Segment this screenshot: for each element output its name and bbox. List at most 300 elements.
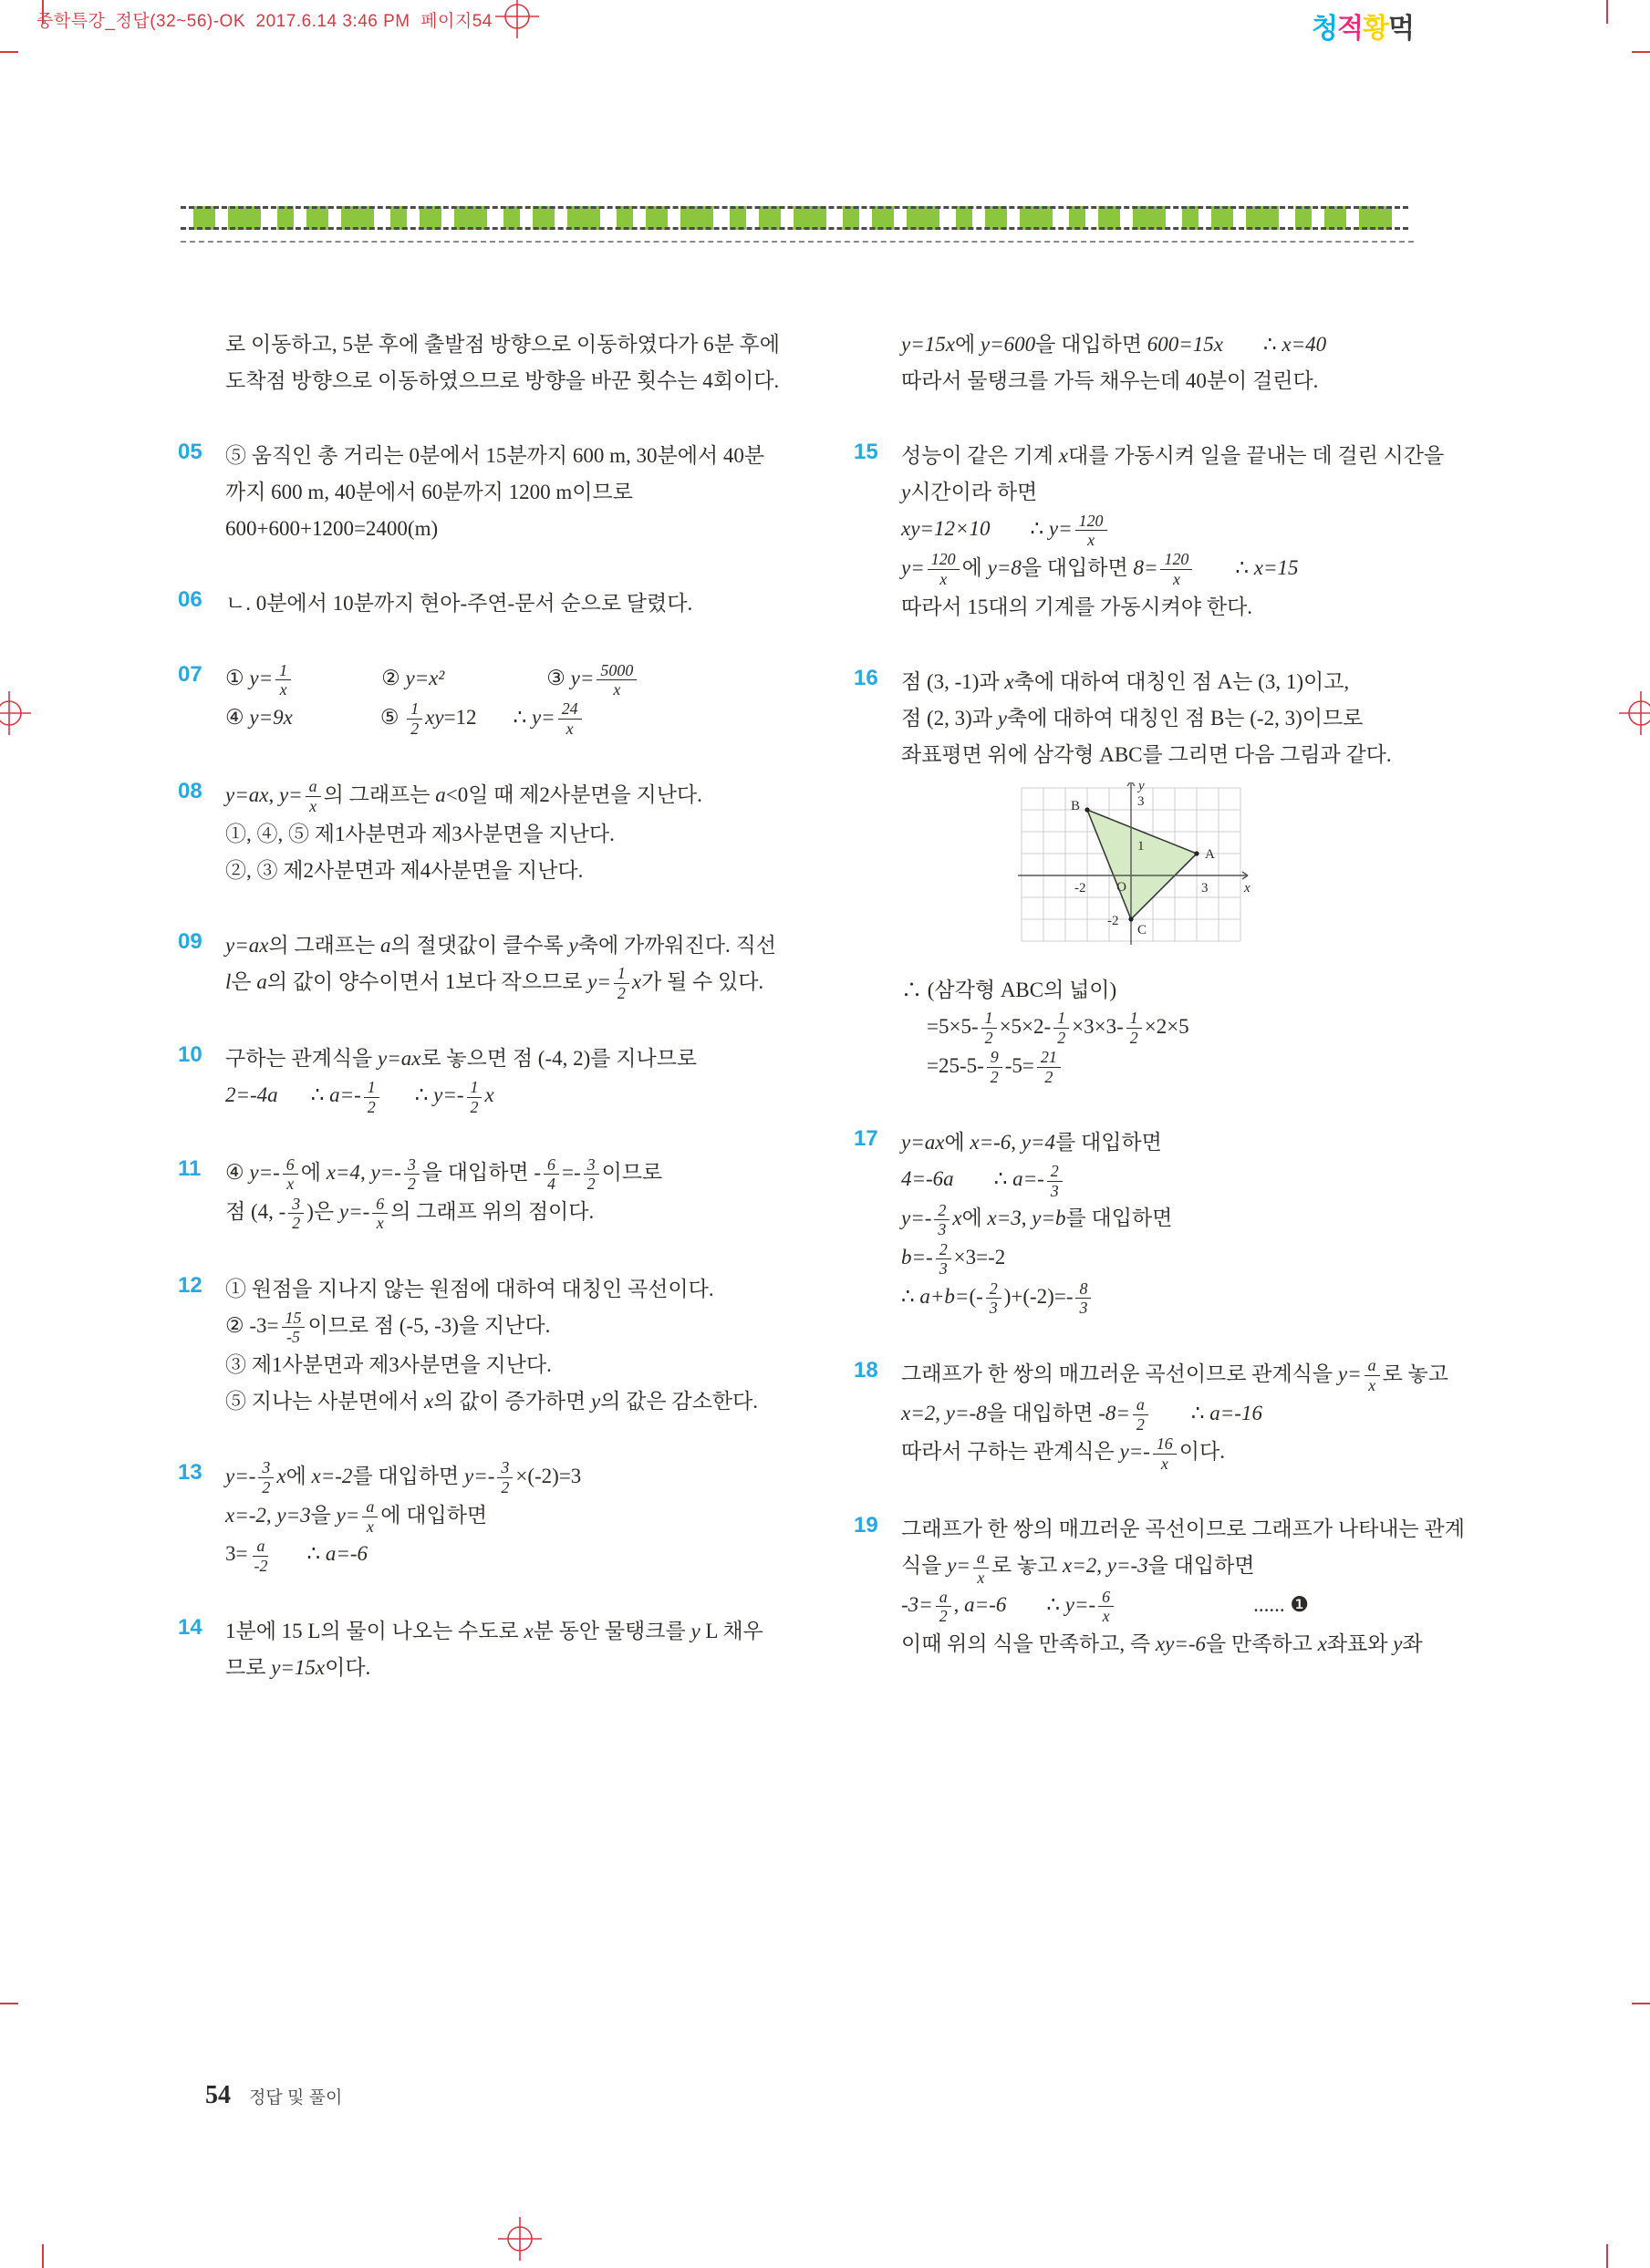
problem-number: 15 xyxy=(854,440,878,464)
text-run: =12 xyxy=(443,705,477,729)
math-expression: y=- xyxy=(338,1200,370,1224)
math-expression: y=- xyxy=(901,1206,932,1230)
fraction xyxy=(1053,1009,1069,1047)
text-run: 점 (2, 3)과 xyxy=(901,706,998,730)
solution-line xyxy=(225,1383,838,1420)
problem-number: 09 xyxy=(178,928,202,954)
print-registration-header: 중학특강_정답(32~56)-OK 2017.6.14 3:46 PM 페이지54 xyxy=(36,12,493,31)
text-run: 의 그래프는 xyxy=(268,933,381,957)
text-run: ∴ xyxy=(1262,333,1282,356)
fraction-denominator: x xyxy=(309,796,317,815)
text-run: , xyxy=(1011,1131,1022,1155)
solution-line xyxy=(225,326,838,363)
fraction-denominator: x xyxy=(286,1175,295,1194)
fraction-numerator: 2 xyxy=(936,1240,951,1260)
crop-mark-bottom-right-horizontal xyxy=(1632,2003,1650,2004)
text-run: 은 xyxy=(231,969,257,993)
spacer xyxy=(990,534,1030,535)
math-expression: y= xyxy=(1337,1362,1362,1385)
fraction-numerator: 6 xyxy=(544,1155,559,1175)
problem-number: 11 xyxy=(178,1156,202,1182)
math-expression: a+b= xyxy=(919,1284,970,1308)
fraction-numerator: 120 xyxy=(928,550,960,570)
solutions-left-column xyxy=(178,326,838,1724)
solution-item-12 xyxy=(178,1271,838,1420)
math-expression: y xyxy=(690,1620,700,1643)
problem-number: 16 xyxy=(854,665,878,690)
spacer xyxy=(901,1032,927,1033)
math-expression: xy xyxy=(425,705,444,729)
math-expression: y=3 xyxy=(276,1503,311,1527)
text-run: 시간이라 하면 xyxy=(910,481,1038,503)
text-run: ① xyxy=(225,667,250,689)
text-run: , xyxy=(953,1593,965,1617)
fraction-numerator: 6 xyxy=(1098,1588,1114,1608)
math-expression: l xyxy=(225,969,232,993)
registration-crosshair-left-middle xyxy=(0,691,31,735)
logo-char: 청 xyxy=(1312,14,1337,44)
triangle-abc-graph xyxy=(1009,782,1253,959)
solution-item-18 xyxy=(854,1356,1521,1474)
text-run: 를 대입하면 xyxy=(1065,1206,1173,1230)
fraction-numerator: a xyxy=(1133,1395,1148,1415)
text-run: ①, ④, ⑤ 제1사분면과 제3사분면을 지난다. xyxy=(225,822,615,845)
math-expression: x xyxy=(424,1389,434,1413)
fraction-numerator: 1 xyxy=(467,1078,483,1098)
tape-dashed-underline xyxy=(181,241,1414,243)
fraction-numerator: 3 xyxy=(497,1458,513,1478)
solution-line xyxy=(225,964,838,1003)
solution-item-11 xyxy=(178,1155,838,1233)
math-expression: y= xyxy=(587,969,611,993)
registration-crosshair-bottom-center xyxy=(498,2217,542,2261)
solution-line xyxy=(225,1194,838,1233)
fraction-numerator: a xyxy=(1365,1356,1380,1376)
math-expression: y=- xyxy=(249,1161,280,1185)
text-run: 에 xyxy=(944,1131,970,1155)
math-expression: a=- xyxy=(1012,1167,1044,1191)
math-expression: 2=-4a xyxy=(225,1083,278,1107)
text-run: 의 절댓값이 클수록 xyxy=(390,933,569,957)
fraction xyxy=(614,964,629,1002)
text-run: , xyxy=(359,1161,371,1185)
math-expression: a=-6 xyxy=(325,1542,368,1566)
crop-mark-bottom-left-horizontal xyxy=(0,2003,18,2004)
math-expression: -3= xyxy=(901,1593,933,1617)
fraction-numerator: 120 xyxy=(1160,550,1192,570)
math-expression: a=- xyxy=(329,1083,361,1107)
solution-line xyxy=(901,737,1521,773)
svg-text:1: 1 xyxy=(1137,838,1145,854)
math-expression: x=40 xyxy=(1282,333,1327,356)
math-expression: 600=15x xyxy=(1147,333,1223,356)
solution-line xyxy=(901,1161,1521,1200)
text-run: ∴ xyxy=(1190,1401,1210,1424)
math-expression: y=- xyxy=(464,1464,495,1487)
problem-number: 14 xyxy=(178,1615,202,1641)
fraction xyxy=(1133,1395,1148,1434)
text-run: ③ 제1사분면과 제3사분면을 지난다. xyxy=(225,1352,552,1376)
solution-item-16 xyxy=(854,664,1521,1087)
problem-number: 18 xyxy=(854,1357,878,1383)
text-run: ∴ xyxy=(1046,1593,1065,1617)
math-expression: x=-6 xyxy=(970,1131,1012,1155)
math-expression: xy=-6 xyxy=(1155,1631,1207,1655)
fraction xyxy=(275,661,291,699)
text-run: ① 원점을 지나지 않는 원점에 대하여 대칭인 곡선이다. xyxy=(225,1277,714,1300)
fraction-denominator: 3 xyxy=(989,1299,998,1318)
fraction-numerator: a xyxy=(306,777,321,797)
fraction-numerator: 3 xyxy=(404,1155,420,1175)
solution-item-15 xyxy=(854,438,1521,626)
fraction-denominator: x xyxy=(613,680,621,699)
fraction-numerator: 5000 xyxy=(597,661,637,681)
crop-mark-top-right-horizontal xyxy=(1632,51,1650,53)
text-run: 까지 600 m, 40분에서 60분까지 1200 m이므로 xyxy=(225,481,633,503)
spacer xyxy=(1006,1610,1046,1611)
solution-line xyxy=(225,1347,838,1383)
math-expression: y= xyxy=(278,782,303,806)
problem-number: 06 xyxy=(178,587,202,612)
solution-line xyxy=(225,1308,838,1347)
fraction-numerator: 120 xyxy=(1075,512,1107,532)
text-run: 을 만족하고 xyxy=(1206,1631,1318,1655)
fraction xyxy=(372,1195,388,1233)
problem-number: 10 xyxy=(178,1042,202,1068)
fraction-denominator: 3 xyxy=(1079,1299,1088,1318)
text-run: 을 대입하면 - xyxy=(421,1161,542,1185)
fraction-denominator: x xyxy=(1087,531,1095,550)
solution-line xyxy=(901,474,1521,511)
spacer xyxy=(274,1559,306,1560)
solution-line xyxy=(225,1613,838,1650)
fraction-denominator: 2 xyxy=(984,1028,993,1047)
spacer xyxy=(954,1185,994,1186)
math-expression: y= xyxy=(901,555,925,579)
fraction-denominator: x xyxy=(1160,1454,1168,1473)
problem-number: 05 xyxy=(178,440,202,464)
text-run: ⑤ 지나는 사분면에서 xyxy=(225,1389,424,1413)
text-run: 축에 가까워진다. 직선 xyxy=(577,933,776,957)
text-run: ㄴ. 0분에서 10분까지 현아-주연-문서 순으로 달렸다. xyxy=(225,592,693,615)
text-run: 식을 xyxy=(901,1554,948,1578)
text-run: 그래프가 한 쌍의 매끄러운 곡선이므로 그래프가 나타내는 관계 xyxy=(901,1517,1465,1541)
math-expression: y=ax xyxy=(378,1047,421,1071)
fraction-numerator: 6 xyxy=(283,1155,298,1175)
math-expression: y xyxy=(568,933,578,957)
text-run: 1분에 15 L의 물이 나오는 수도로 xyxy=(225,1620,524,1643)
text-run: ∴ xyxy=(1030,517,1049,540)
solution-line xyxy=(901,326,1521,363)
text-run: 구하는 관계식을 xyxy=(225,1047,379,1071)
fraction xyxy=(928,550,960,588)
fraction-numerator: 1 xyxy=(275,661,291,681)
fraction-denominator: -5 xyxy=(285,1328,300,1347)
text-run: 에 대입하면 xyxy=(380,1503,488,1527)
text-run: 이므로 점 (-5, -3)을 지난다. xyxy=(307,1313,551,1337)
fraction-numerator: 1 xyxy=(981,1009,997,1029)
page-number: 54 xyxy=(205,2081,231,2109)
fraction-numerator: 2 xyxy=(1047,1162,1063,1182)
math-expression: x xyxy=(1004,669,1014,693)
fraction-denominator: 4 xyxy=(547,1175,556,1194)
text-run: 므로 xyxy=(225,1656,272,1680)
fraction xyxy=(282,1309,306,1347)
fraction-numerator: 1 xyxy=(1126,1009,1142,1029)
solution-line xyxy=(225,1497,838,1537)
text-run: ②, ③ 제2사분면과 제4사분면을 지난다. xyxy=(225,858,584,882)
text-run: 좌 xyxy=(1402,1631,1423,1655)
math-expression: -8= xyxy=(1098,1401,1130,1424)
solution-line xyxy=(901,1511,1521,1548)
text-run: -5= xyxy=(1004,1053,1034,1077)
fraction xyxy=(364,1078,379,1116)
solution-line xyxy=(225,585,838,622)
solution-continuation xyxy=(901,326,1521,399)
text-run: 로 놓고 xyxy=(1382,1362,1448,1385)
spacer xyxy=(477,723,514,724)
math-expression: y=600 xyxy=(980,333,1036,356)
math-expression: x=15 xyxy=(1253,555,1299,579)
fraction-denominator: 2 xyxy=(470,1097,479,1116)
text-run: 을 대입하면 xyxy=(1021,555,1134,579)
fraction-numerator: 3 xyxy=(258,1458,274,1478)
text-run: 따라서 15대의 기계를 가동시켜야 한다. xyxy=(901,595,1253,618)
fraction-denominator: 2 xyxy=(501,1477,510,1496)
text-run: <0일 때 제2사분면을 지난다. xyxy=(445,782,702,806)
math-expression: a=-16 xyxy=(1209,1401,1262,1424)
solution-line xyxy=(225,1650,838,1686)
text-run: 로 놓고 xyxy=(991,1554,1064,1578)
math-expression: y=15x xyxy=(901,333,955,356)
spacer xyxy=(293,723,380,724)
logo-char: 황 xyxy=(1362,14,1388,44)
fraction xyxy=(306,777,321,815)
text-run: 를 대입하면 xyxy=(352,1464,465,1487)
fraction-numerator: 3 xyxy=(288,1195,304,1215)
math-expression: y= xyxy=(1048,517,1073,540)
text-run: 축에 대하여 대칭인 점 B는 (-2, 3)이므로 xyxy=(1006,706,1364,730)
solution-line xyxy=(225,474,838,511)
text-run: ④ xyxy=(225,705,250,729)
fraction-numerator: a xyxy=(936,1588,951,1608)
solution-line xyxy=(225,777,838,816)
text-run: , xyxy=(268,782,279,806)
math-expression: a xyxy=(256,969,267,993)
spacer xyxy=(382,1101,415,1102)
text-run: 따라서 물탱크를 가득 채우는데 40분이 걸린다. xyxy=(901,369,1319,392)
crop-mark-bottom-left-vertical xyxy=(42,2244,44,2268)
fraction xyxy=(1098,1588,1114,1626)
problem-number: 08 xyxy=(178,778,202,803)
solution-line xyxy=(225,816,838,853)
solution-line xyxy=(225,438,838,474)
math-expression: y xyxy=(1393,1631,1403,1655)
math-expression: x=3 xyxy=(987,1206,1022,1230)
solution-item-14 xyxy=(178,1613,838,1686)
math-expression: y=4 xyxy=(1021,1131,1056,1155)
text-run: 에 xyxy=(300,1161,327,1185)
fraction xyxy=(362,1497,378,1536)
math-expression: y=- xyxy=(433,1083,464,1107)
vertex-B xyxy=(1084,807,1089,812)
fraction xyxy=(934,1201,950,1239)
fraction xyxy=(544,1155,559,1194)
fraction-numerator: 6 xyxy=(372,1195,388,1215)
text-run: ∴ (삼각형 ABC의 넓이) xyxy=(901,978,1117,1001)
solution-line xyxy=(225,1271,838,1308)
text-run: 따라서 구하는 관계식은 xyxy=(901,1440,1120,1464)
math-expression: x xyxy=(484,1083,494,1107)
fraction xyxy=(258,1458,274,1496)
fraction xyxy=(1075,1279,1091,1318)
svg-text:3: 3 xyxy=(1201,880,1209,896)
problem-number: 13 xyxy=(178,1459,202,1485)
fraction-denominator: 2 xyxy=(1129,1028,1138,1047)
solution-line xyxy=(225,1458,838,1497)
fraction xyxy=(467,1078,483,1116)
text-run: L 채우 xyxy=(700,1620,763,1643)
fraction-numerator: 16 xyxy=(1153,1434,1177,1455)
fraction-denominator: -2 xyxy=(254,1556,268,1575)
math-expression: y=9x xyxy=(249,705,293,729)
problem-number: 07 xyxy=(178,662,202,687)
text-run: ∴ xyxy=(513,705,532,729)
fraction-denominator: x xyxy=(1368,1375,1376,1394)
math-expression: y xyxy=(997,706,1007,730)
solution-line xyxy=(225,363,838,399)
fraction xyxy=(936,1588,951,1626)
math-expression: x xyxy=(524,1620,534,1643)
fraction-denominator: 3 xyxy=(1050,1181,1059,1200)
fraction xyxy=(250,1537,271,1575)
fraction xyxy=(936,1240,951,1279)
problem-number: 17 xyxy=(854,1126,878,1152)
text-run: 을 대입하면 xyxy=(1147,1554,1255,1578)
registration-crosshair-right-middle xyxy=(1619,691,1650,735)
solution-line xyxy=(901,1200,1521,1239)
text-run: ∴ xyxy=(1235,555,1254,579)
text-run: 점 (3, -1)과 xyxy=(901,669,1005,693)
solution-line xyxy=(225,660,838,699)
text-run: =25-5- xyxy=(927,1053,984,1077)
triangle-abc xyxy=(1087,810,1197,919)
math-expression: 8= xyxy=(1133,555,1158,579)
fraction-denominator: 2 xyxy=(1136,1414,1145,1434)
math-expression: y=-3 xyxy=(1106,1554,1148,1578)
math-expression: y=ax xyxy=(225,782,269,806)
text-run: ∴ xyxy=(901,1284,920,1308)
solution-line xyxy=(225,1536,838,1575)
fraction xyxy=(1037,1048,1061,1086)
crop-mark-top-right-vertical xyxy=(1606,0,1608,24)
text-run: ∴ xyxy=(310,1083,330,1107)
text-run: 의 값은 감소한다. xyxy=(600,1389,758,1413)
math-expression: a xyxy=(380,933,391,957)
solution-item-17 xyxy=(854,1124,1521,1318)
solution-line xyxy=(901,1434,1521,1473)
fraction-numerator: 21 xyxy=(1037,1048,1061,1068)
math-expression: x xyxy=(1317,1631,1327,1655)
solution-item-08 xyxy=(178,777,838,889)
text-run: 에 xyxy=(954,333,981,356)
solution-line xyxy=(901,1626,1521,1662)
text-run: , xyxy=(265,1503,277,1527)
text-run: ×2×5 xyxy=(1144,1014,1189,1038)
text-run: 600+600+1200=2400(m) xyxy=(225,517,439,540)
text-run: , xyxy=(1096,1554,1107,1578)
solution-line xyxy=(901,1548,1521,1587)
solution-line xyxy=(901,1124,1521,1161)
math-expression: y=- xyxy=(1119,1440,1150,1464)
fraction-numerator: a xyxy=(973,1548,989,1569)
text-run: 좌표와 xyxy=(1326,1631,1394,1655)
math-expression: xy=12×10 xyxy=(901,517,991,540)
math-expression: y xyxy=(591,1389,601,1413)
fraction-denominator: x xyxy=(977,1568,985,1587)
solution-continuation xyxy=(225,326,838,399)
solution-item-06 xyxy=(178,585,838,622)
crop-mark-top-left-horizontal xyxy=(0,51,18,53)
page-footer xyxy=(205,2081,342,2110)
text-run: 가 될 수 있다. xyxy=(641,969,764,993)
fraction-numerator: 1 xyxy=(407,699,422,720)
fraction-denominator: 3 xyxy=(938,1220,947,1239)
fraction xyxy=(404,1155,420,1194)
fraction-numerator: 9 xyxy=(987,1048,1002,1068)
spacer xyxy=(294,684,381,685)
solution-item-19 xyxy=(854,1511,1521,1662)
math-expression: b=- xyxy=(901,1246,933,1269)
math-expression: y=-8 xyxy=(945,1401,987,1424)
text-run: , xyxy=(935,1401,946,1424)
svg-text:x: x xyxy=(1244,880,1250,896)
math-expression: y= xyxy=(336,1503,360,1527)
text-run: =- xyxy=(562,1161,581,1185)
math-expression: y= xyxy=(249,667,274,689)
math-expression: a=-6 xyxy=(964,1593,1007,1617)
math-expression: y=8 xyxy=(987,555,1022,579)
math-expression: x=-2 xyxy=(225,1503,266,1527)
solution-line xyxy=(901,511,1521,550)
solution-line xyxy=(225,927,838,964)
text-run: 로 놓으면 점 (-4, 2)를 지나므로 xyxy=(420,1047,698,1071)
text-run: 분 동안 물탱크를 xyxy=(533,1620,691,1643)
math-expression: x xyxy=(276,1464,286,1487)
solution-line xyxy=(901,1279,1521,1318)
text-run: ⑤ 움직인 총 거리는 0분에서 15분까지 600 m, 30분에서 40분 xyxy=(225,444,765,467)
text-run: 을 대입하면 xyxy=(986,1401,1099,1424)
fraction xyxy=(1126,1009,1142,1047)
solution-line xyxy=(901,1009,1521,1048)
fraction-denominator: 2 xyxy=(990,1067,999,1086)
fraction xyxy=(597,661,637,699)
fraction-denominator: x xyxy=(366,1517,374,1536)
fraction-denominator: 2 xyxy=(586,1175,596,1194)
color-calibration-logo xyxy=(1312,5,1414,46)
problem-number: 19 xyxy=(854,1513,878,1538)
text-run: 을 대입하면 xyxy=(1035,333,1147,356)
solution-line xyxy=(225,1041,838,1077)
text-run: 이다. xyxy=(325,1656,371,1680)
text-run: 로 이동하고, 5분 후에 출발점 방향으로 이동하였다가 6분 후에 xyxy=(225,333,780,356)
math-expression: a xyxy=(435,782,446,806)
text-run: 의 값이 증가하면 xyxy=(433,1389,591,1413)
fraction-numerator: 1 xyxy=(364,1078,379,1098)
text-run: ② xyxy=(381,667,406,689)
text-run: 이때 위의 식을 만족하고, 즉 xyxy=(901,1631,1156,1655)
text-run: ×3×3- xyxy=(1072,1014,1124,1038)
